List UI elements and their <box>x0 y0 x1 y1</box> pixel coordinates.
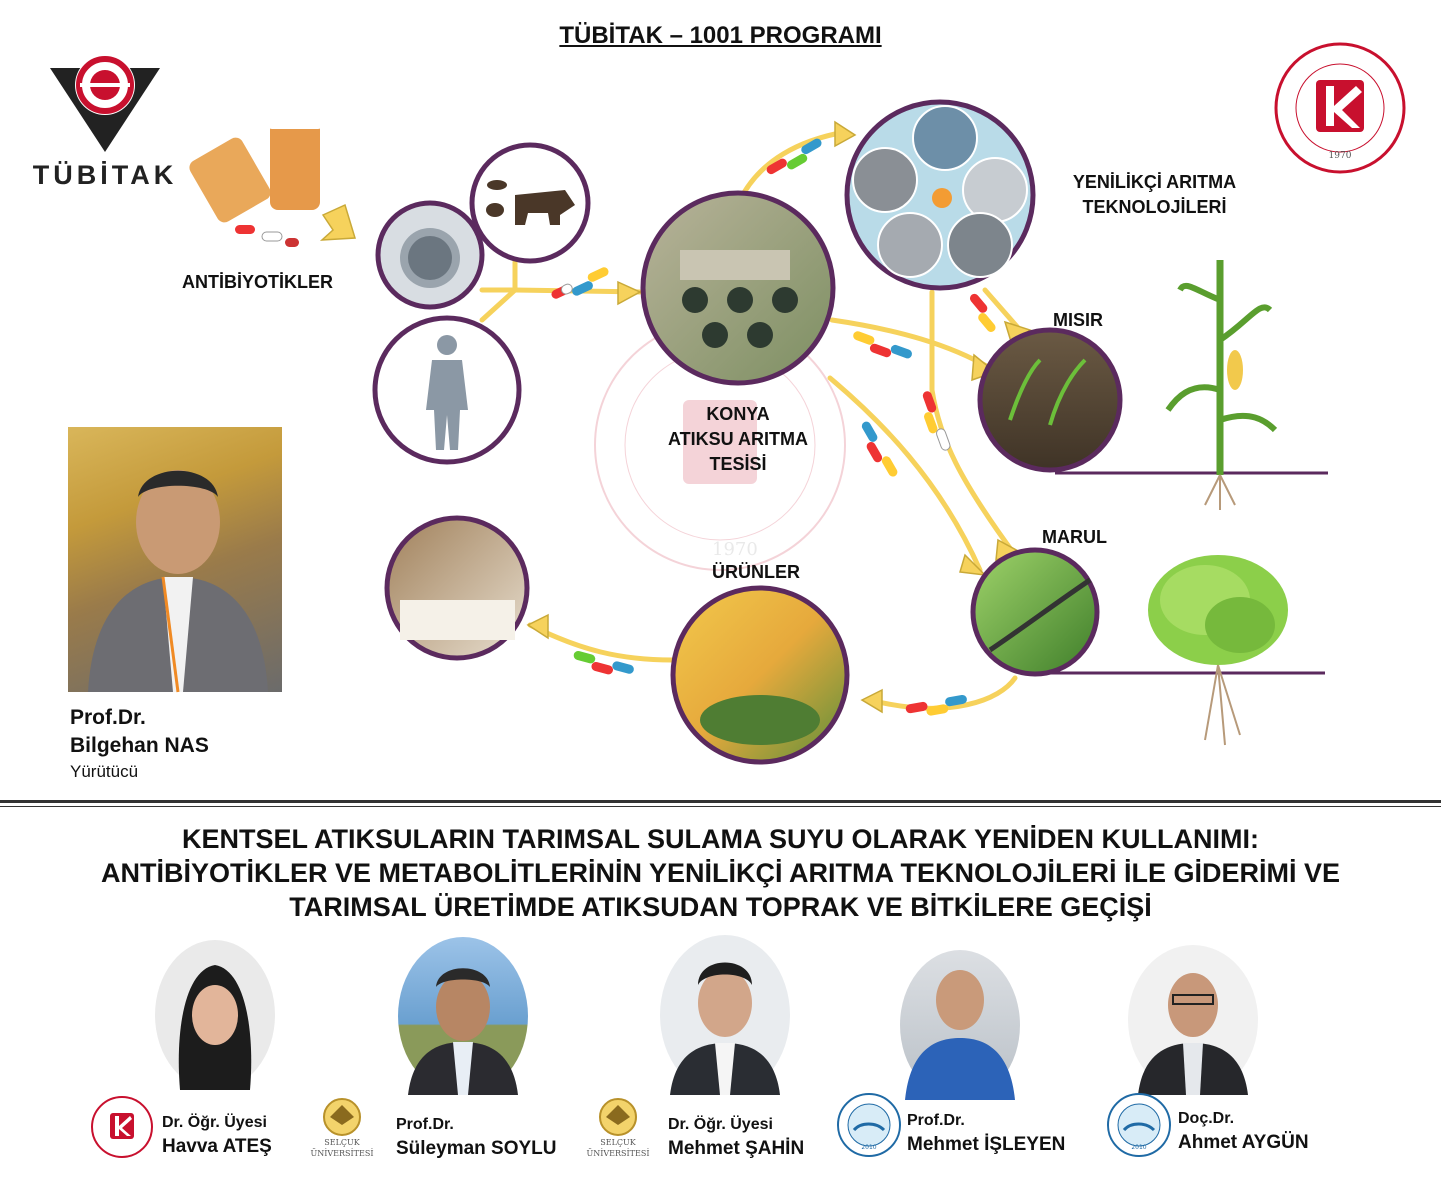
plant-label-line1: KONYA <box>706 404 770 424</box>
btu-logo-1 <box>836 1092 902 1158</box>
corn-label: MISIR <box>1053 310 1104 330</box>
member-name-3: Mehmet ŞAHİN <box>668 1138 805 1159</box>
treatment-tech-label <box>1042 170 1267 220</box>
antibiotic-pills-image <box>187 115 322 247</box>
selcuk-text-2: ÜNİVERSİTESİ <box>586 1149 650 1158</box>
project-title <box>30 822 1411 924</box>
selcuk-text-1: SELÇUK <box>324 1138 360 1147</box>
lettuce-field-circle <box>973 550 1097 674</box>
member-name-5: Ahmet AYGÜN <box>1178 1132 1309 1153</box>
plant-label-line2: ATIKSU ARITMA <box>668 429 808 449</box>
products-label: ÜRÜNLER <box>712 562 800 582</box>
member-photo-4 <box>900 950 1020 1100</box>
tubitak-wordmark: TÜBİTAK <box>32 160 178 190</box>
header-title: TÜBİTAK – 1001 PROGRAMI <box>559 22 882 49</box>
selcuk-logo-1 <box>300 1095 384 1161</box>
watermark-year: 1970 <box>712 539 758 560</box>
project-title-line3: TARIMSAL ÜRETİMDE ATIKSUDAN TOPRAK VE BİTKİLERE GEÇİŞİ <box>289 892 1152 922</box>
wastewater-plant-label <box>638 402 838 477</box>
project-title-line2: ANTİBİYOTİKLER VE METABOLİTLERİNİN YENİLİKÇİ ARITMA TEKNOLOJİLERİ İLE GİDERİMİ VE <box>100 858 1341 888</box>
leader-role: Yürütücü <box>70 762 139 781</box>
member-photo-3 <box>660 935 790 1095</box>
leader-title: Prof.Dr. <box>70 706 146 729</box>
selcuk-logo-2 <box>576 1095 660 1161</box>
ktu-logo-small <box>90 1095 154 1159</box>
member-photo-1 <box>155 940 275 1090</box>
leader-name: Bilgehan NAS <box>70 734 209 757</box>
selcuk-text-2: ÜNİVERSİTESİ <box>310 1149 374 1158</box>
corn-field-circle <box>980 330 1120 470</box>
divider <box>0 806 1441 807</box>
member-name-1: Havva ATEŞ <box>162 1136 272 1157</box>
btu-logo-2 <box>1106 1092 1172 1158</box>
antibiotics-label: ANTİBİYOTİKLER <box>182 272 333 292</box>
selcuk-text-1: SELÇUK <box>600 1138 636 1147</box>
btu-year-1: 2010 <box>861 1144 877 1151</box>
member-title-2: Prof.Dr. <box>396 1116 454 1133</box>
btu-year-2: 2010 <box>1131 1144 1147 1151</box>
products-circle <box>673 588 847 762</box>
plant-label-line3: TESİSİ <box>709 454 767 474</box>
member-name-4: Mehmet İŞLEYEN <box>907 1134 1066 1155</box>
livestock-circle <box>472 145 588 261</box>
lettuce-label: MARUL <box>1042 527 1107 547</box>
ktu-year: 1970 <box>1328 151 1352 161</box>
divider <box>0 800 1441 803</box>
member-title-1: Dr. Öğr. Üyesi <box>162 1114 267 1131</box>
drain-circle <box>378 203 482 307</box>
project-title-line1: KENTSEL ATIKSULARIN TARIMSAL SULAMA SUYU OLARAK YENİDEN KULLANIMI: <box>182 824 1259 854</box>
treatment-technologies-circle <box>847 102 1033 288</box>
member-photo-2 <box>398 937 528 1095</box>
member-photo-5 <box>1128 945 1258 1095</box>
leader-photo <box>68 427 282 692</box>
human-circle <box>375 318 519 462</box>
family-dinner-circle <box>387 518 527 658</box>
tech-label-line2: TEKNOLOJİLERİ <box>1082 197 1227 217</box>
member-title-3: Dr. Öğr. Üyesi <box>668 1116 773 1133</box>
tech-label-line1: YENİLİKÇİ ARITMA <box>1072 172 1237 192</box>
wastewater-plant-circle <box>643 193 833 383</box>
member-title-5: Doç.Dr. <box>1178 1110 1235 1127</box>
member-title-4: Prof.Dr. <box>907 1112 965 1129</box>
member-name-2: Süleyman SOYLU <box>396 1138 557 1159</box>
lettuce-plant-image <box>1148 555 1288 745</box>
